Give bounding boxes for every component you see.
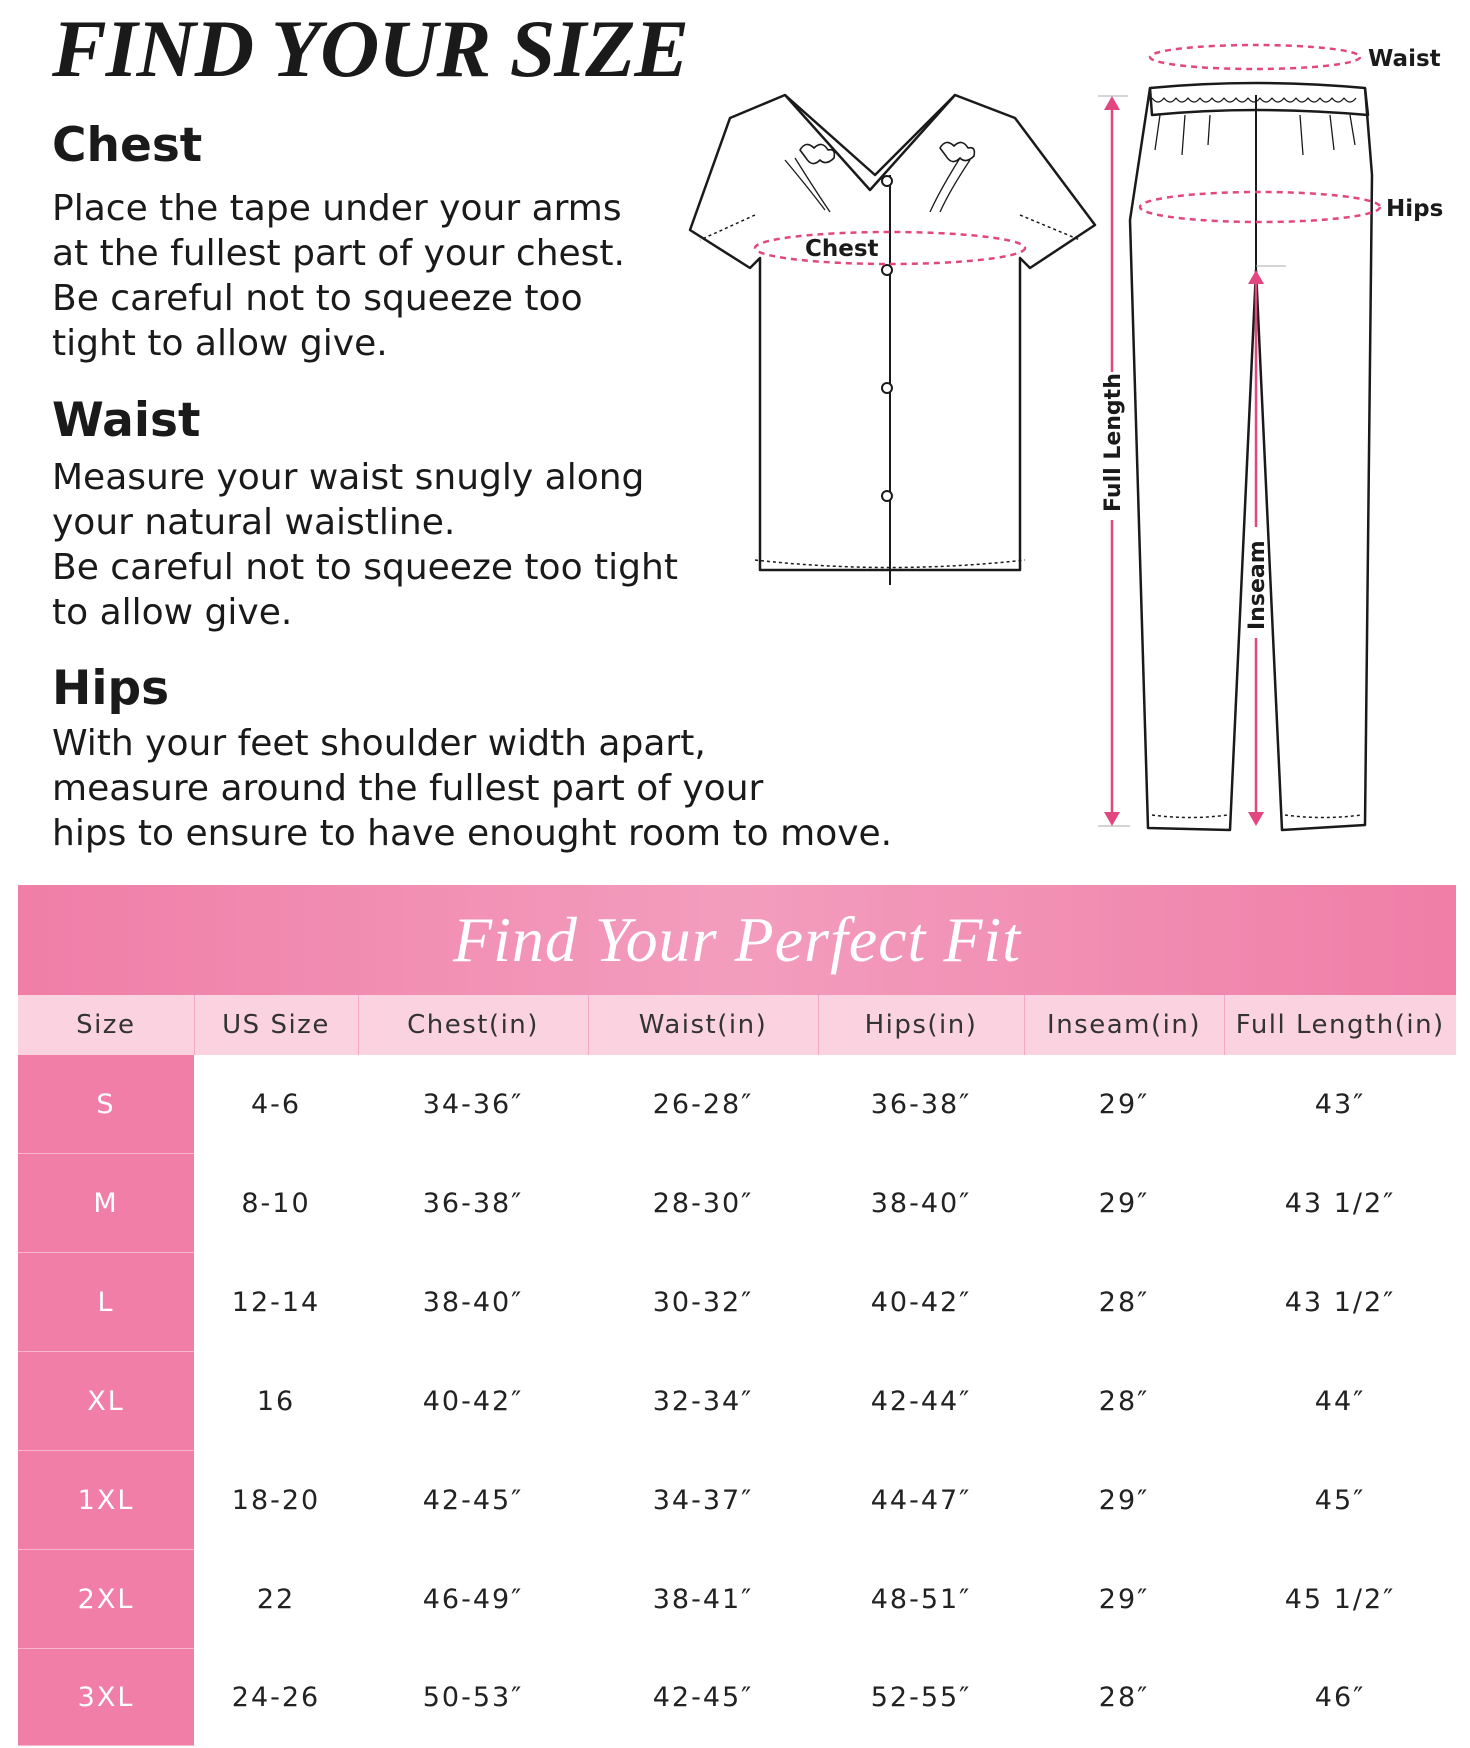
table-cell: 46-49″ (422, 1583, 524, 1615)
table-cell: 28-30″ (652, 1187, 754, 1219)
table-cell: 38-41″ (652, 1583, 754, 1615)
table-cell: 22 (256, 1583, 296, 1615)
table-cell: 43 1/2″ (1284, 1286, 1396, 1318)
table-cell: 40-42″ (422, 1385, 524, 1417)
table-row (18, 1352, 1456, 1451)
table-cell: 38-40″ (870, 1187, 972, 1219)
chest-diagram-label: Chest (805, 236, 879, 262)
table-banner-title: Find Your Perfect Fit (453, 904, 1021, 975)
table-header-row (18, 995, 1456, 1055)
waist-heading: Waist (52, 393, 201, 448)
hips-line: hips to ensure to have enought room to move. (52, 813, 893, 854)
hips-diagram-label: Hips (1386, 196, 1444, 222)
table-cell: 12-14 (231, 1286, 321, 1318)
full-length-diagram-label: Full Length (1101, 373, 1126, 512)
chest-line: at the fullest part of your chest. (52, 233, 625, 274)
table-cell: 29″ (1098, 1484, 1150, 1516)
table-banner (18, 885, 1456, 995)
table-cell: 43 1/2″ (1284, 1187, 1396, 1219)
size-cell: 3XL (18, 1649, 194, 1746)
column-header: Chest(in) (358, 995, 588, 1055)
page-title: FIND YOUR SIZE (52, 3, 689, 94)
waist-line: Measure your waist snugly along (52, 457, 645, 498)
table-cell: 16 (256, 1385, 296, 1417)
pajama-shirt-illustration (690, 95, 1095, 585)
size-cell: S (18, 1055, 194, 1154)
waist-line: your natural waistline. (52, 502, 456, 543)
table-cell: 48-51″ (870, 1583, 972, 1615)
table-cell: 18-20 (231, 1484, 321, 1516)
waist-measure-line (1150, 45, 1360, 69)
table-cell: 45 1/2″ (1284, 1583, 1396, 1615)
table-cell: 40-42″ (870, 1286, 972, 1318)
waist-line: to allow give. (52, 592, 293, 633)
table-cell: 44-47″ (870, 1484, 972, 1516)
table-cell: 44″ (1314, 1385, 1366, 1417)
inseam-diagram-label: Inseam (1245, 540, 1270, 630)
column-header: US Size (194, 995, 358, 1055)
table-cell: 34-37″ (652, 1484, 754, 1516)
table-cell: 52-55″ (870, 1681, 972, 1713)
table-row (18, 1253, 1456, 1352)
size-chart-table (18, 995, 1456, 1746)
table-row (18, 1451, 1456, 1550)
table-cell: 42-45″ (422, 1484, 524, 1516)
table-cell: 34-36″ (422, 1088, 524, 1120)
table-cell: 28″ (1098, 1385, 1150, 1417)
size-cell: XL (18, 1352, 194, 1451)
table-cell: 50-53″ (422, 1681, 524, 1713)
column-header: Full Length(in) (1224, 995, 1456, 1055)
column-header: Size (18, 995, 194, 1055)
size-cell: M (18, 1154, 194, 1253)
table-row (18, 1550, 1456, 1649)
table-cell: 29″ (1098, 1088, 1150, 1120)
table-cell: 42-44″ (870, 1385, 972, 1417)
hips-line: With your feet shoulder width apart, (52, 723, 706, 764)
size-cell: L (18, 1253, 194, 1352)
chest-line: tight to allow give. (52, 323, 388, 364)
table-cell: 32-34″ (652, 1385, 754, 1417)
table-cell: 4-6 (250, 1088, 302, 1120)
column-header: Hips(in) (818, 995, 1024, 1055)
waist-line: Be careful not to squeeze too tight (52, 547, 678, 588)
table-cell: 26-28″ (652, 1088, 754, 1120)
table-row (18, 1055, 1456, 1154)
chest-heading: Chest (52, 118, 203, 173)
table-cell: 36-38″ (870, 1088, 972, 1120)
table-cell: 43″ (1314, 1088, 1366, 1120)
size-cell: 1XL (18, 1451, 194, 1550)
chest-line: Be careful not to squeeze too (52, 278, 583, 319)
table-cell: 45″ (1314, 1484, 1366, 1516)
table-cell: 46″ (1314, 1681, 1366, 1713)
hips-line: measure around the fullest part of your (52, 768, 764, 809)
chest-line: Place the tape under your arms (52, 188, 622, 229)
waist-diagram-label: Waist (1368, 46, 1441, 72)
table-cell: 38-40″ (422, 1286, 524, 1318)
table-cell: 29″ (1098, 1583, 1150, 1615)
table-cell: 29″ (1098, 1187, 1150, 1219)
table-row (18, 1649, 1456, 1746)
table-cell: 8-10 (241, 1187, 311, 1219)
table-cell: 24-26 (231, 1681, 321, 1713)
table-cell: 28″ (1098, 1286, 1150, 1318)
table-cell: 42-45″ (652, 1681, 754, 1713)
table-cell: 30-32″ (652, 1286, 754, 1318)
column-header: Waist(in) (588, 995, 818, 1055)
table-cell: 28″ (1098, 1681, 1150, 1713)
hips-heading: Hips (52, 661, 170, 716)
table-row (18, 1154, 1456, 1253)
column-header: Inseam(in) (1024, 995, 1224, 1055)
table-cell: 36-38″ (422, 1187, 524, 1219)
size-cell: 2XL (18, 1550, 194, 1649)
